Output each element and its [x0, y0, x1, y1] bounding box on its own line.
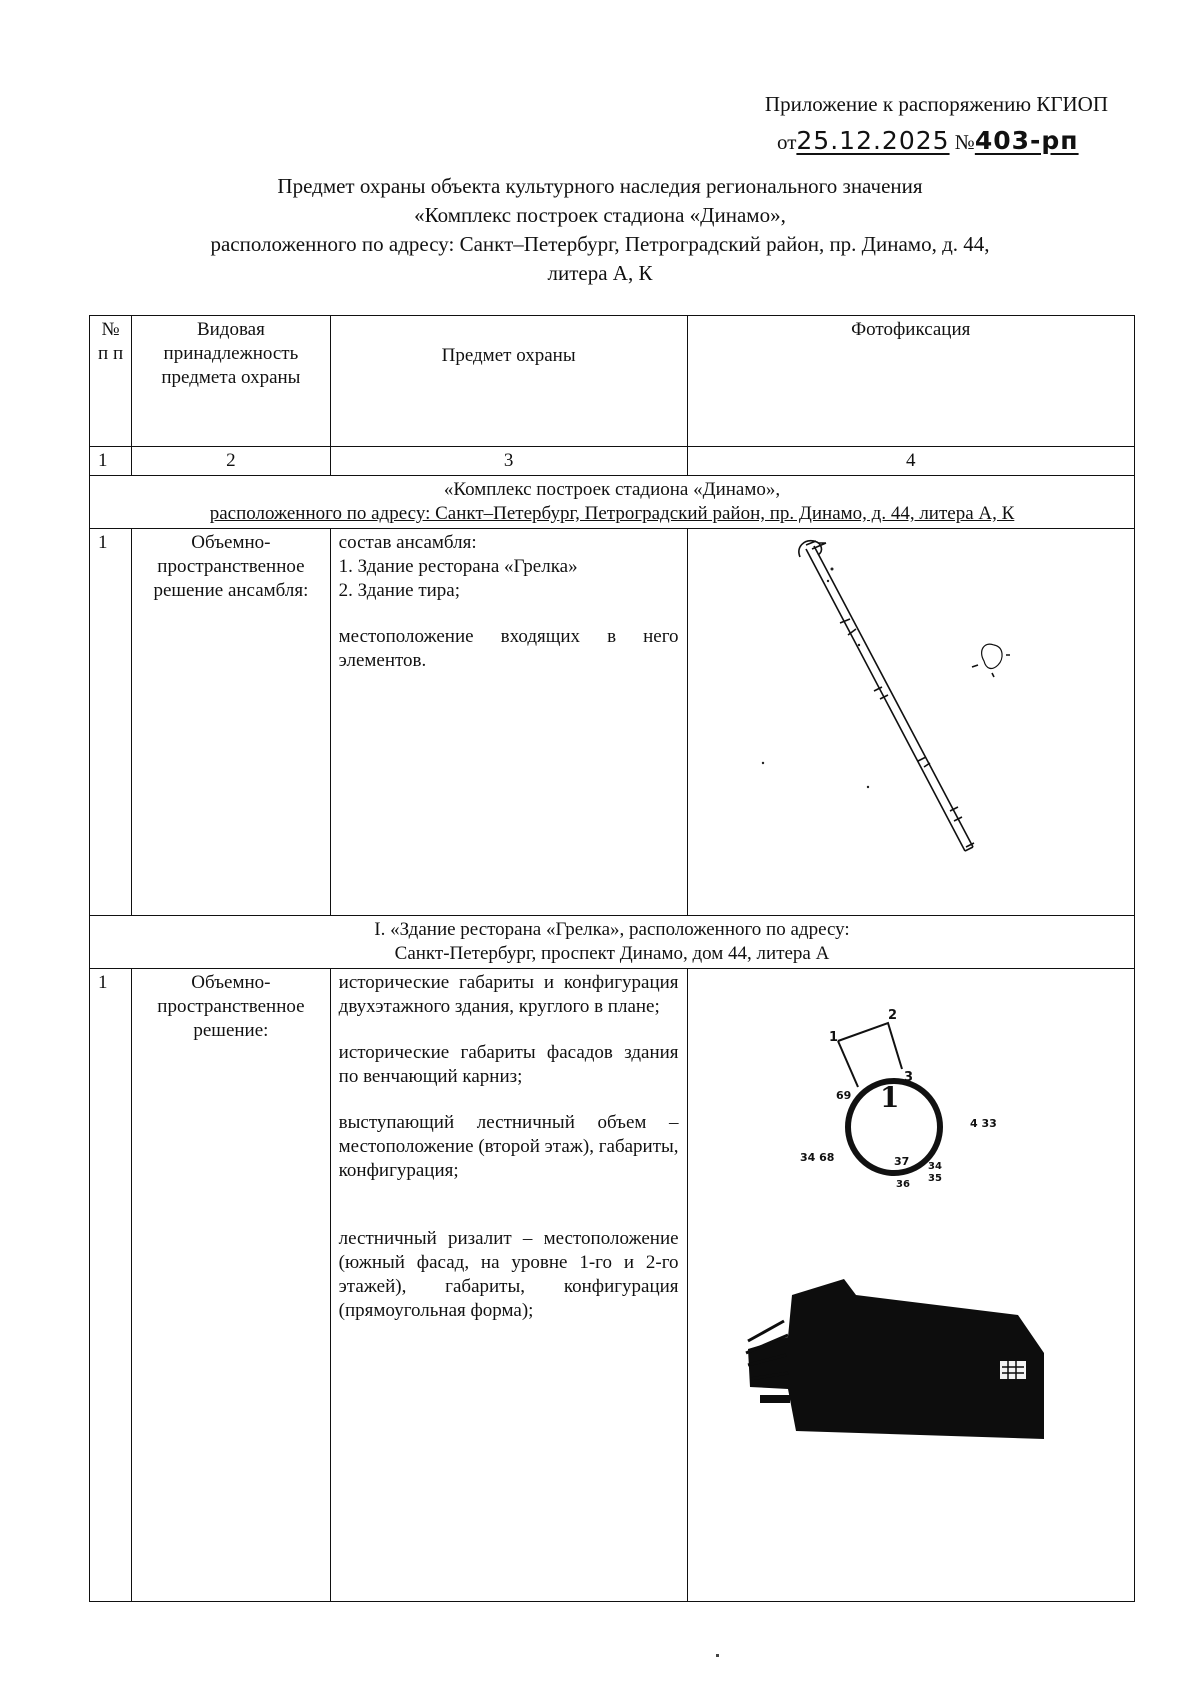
plan-label: 34	[927, 1161, 942, 1172]
plan-label: 1	[879, 1081, 900, 1114]
scan-speck	[716, 1654, 719, 1657]
table-row	[90, 969, 1135, 1602]
title-line-1: Предмет охраны объекта культурного наследия регионального значения	[277, 174, 923, 198]
subject-paragraph: местоположение входящих в него элементов.	[338, 626, 679, 671]
subject-paragraph: исторические габариты фасадов здания по венчающий карниз;	[338, 1042, 679, 1087]
col-number-4: 4	[687, 447, 1134, 476]
col-header-photo: Фотофиксация	[687, 316, 1134, 447]
table-header-row	[90, 316, 1135, 447]
section2-line-2: Санкт-Петербург, проспект Динамо, дом 44, литера А	[394, 943, 830, 964]
order-number: 403-рп	[974, 126, 1079, 155]
order-prefix: от	[777, 130, 797, 154]
section1-line-2: расположенного по адресу: Санкт–Петербург, Петроградский район, пр. Динамо, д. 44, литера А, К	[209, 503, 1015, 524]
subject-paragraph: состав ансамбля:	[338, 532, 477, 553]
subject-paragraph: выступающий лестничный объем – местоположение (второй этаж), габариты, конфигурация;	[338, 1112, 679, 1181]
section1-line-1: «Комплекс построек стадиона «Динамо»,	[443, 479, 781, 500]
plan-label: 35	[927, 1173, 942, 1184]
protection-table	[89, 315, 1135, 1602]
col-number-2: 2	[132, 447, 331, 476]
plan-label: 2	[887, 1008, 897, 1023]
section-heading-restaurant	[90, 916, 1135, 969]
subject-paragraph: 2. Здание тира;	[338, 580, 461, 601]
title-line-3: расположенного по адресу: Санкт–Петербург, Петроградский район, пр. Динамо, д. 44,	[210, 232, 990, 256]
building-plan-image	[688, 969, 1106, 1597]
section2-line-1: I. «Здание ресторана «Грелка», расположенного по адресу:	[374, 919, 850, 940]
row-number: 1	[90, 529, 132, 916]
col-header-kind: Видовая принадлежность предмета охраны	[132, 316, 331, 447]
plan-label: 1	[828, 1030, 838, 1045]
section-heading-ensemble	[90, 476, 1135, 529]
building-photo	[746, 1279, 1044, 1439]
plan-label: 3	[903, 1070, 913, 1085]
row-kind: Объемно-пространственное решение:	[132, 969, 331, 1602]
row-number: 1	[90, 969, 132, 1602]
plan-label: 34 68	[799, 1151, 834, 1164]
row-subject	[330, 529, 687, 916]
table-row	[90, 529, 1135, 916]
plan-label: 36	[895, 1179, 910, 1190]
plan-label: 4 33	[969, 1117, 997, 1130]
col-number-3: 3	[330, 447, 687, 476]
title-line-4: литера А, К	[547, 261, 653, 285]
col-header-number: № п п	[90, 316, 132, 447]
title-line-2: «Комплекс построек стадиона «Динамо»,	[414, 203, 786, 227]
row-photo	[687, 529, 1134, 916]
plan-label: 37	[893, 1155, 909, 1168]
row-photo	[687, 969, 1134, 1602]
row-kind: Объемно-пространственное решение ансамбля:	[132, 529, 331, 916]
subject-paragraph: исторические габариты и конфигурация двухэтажного здания, круглого в плане;	[338, 972, 679, 1017]
row-subject	[330, 969, 687, 1602]
subject-paragraph: 1. Здание ресторана «Грелка»	[338, 556, 578, 577]
document-title	[120, 172, 1080, 288]
appendix-caption: Приложение к распоряжению КГИОП	[764, 92, 1108, 116]
col-number-1: 1	[90, 447, 132, 476]
column-numbers-row	[90, 447, 1135, 476]
subject-paragraph: лестничный ризалит – местоположение (южный фасад, на уровне 1-го и 2-го этажей), габариты, конфигурация (прямоугольная форма);	[338, 1228, 679, 1321]
col-header-subject: Предмет охраны	[330, 316, 687, 447]
order-reference	[777, 126, 1079, 155]
order-no-sign: №	[954, 130, 975, 154]
plan-label: 69	[835, 1089, 851, 1102]
site-plan-image	[688, 529, 1106, 911]
order-date: 25.12.2025	[796, 126, 950, 155]
